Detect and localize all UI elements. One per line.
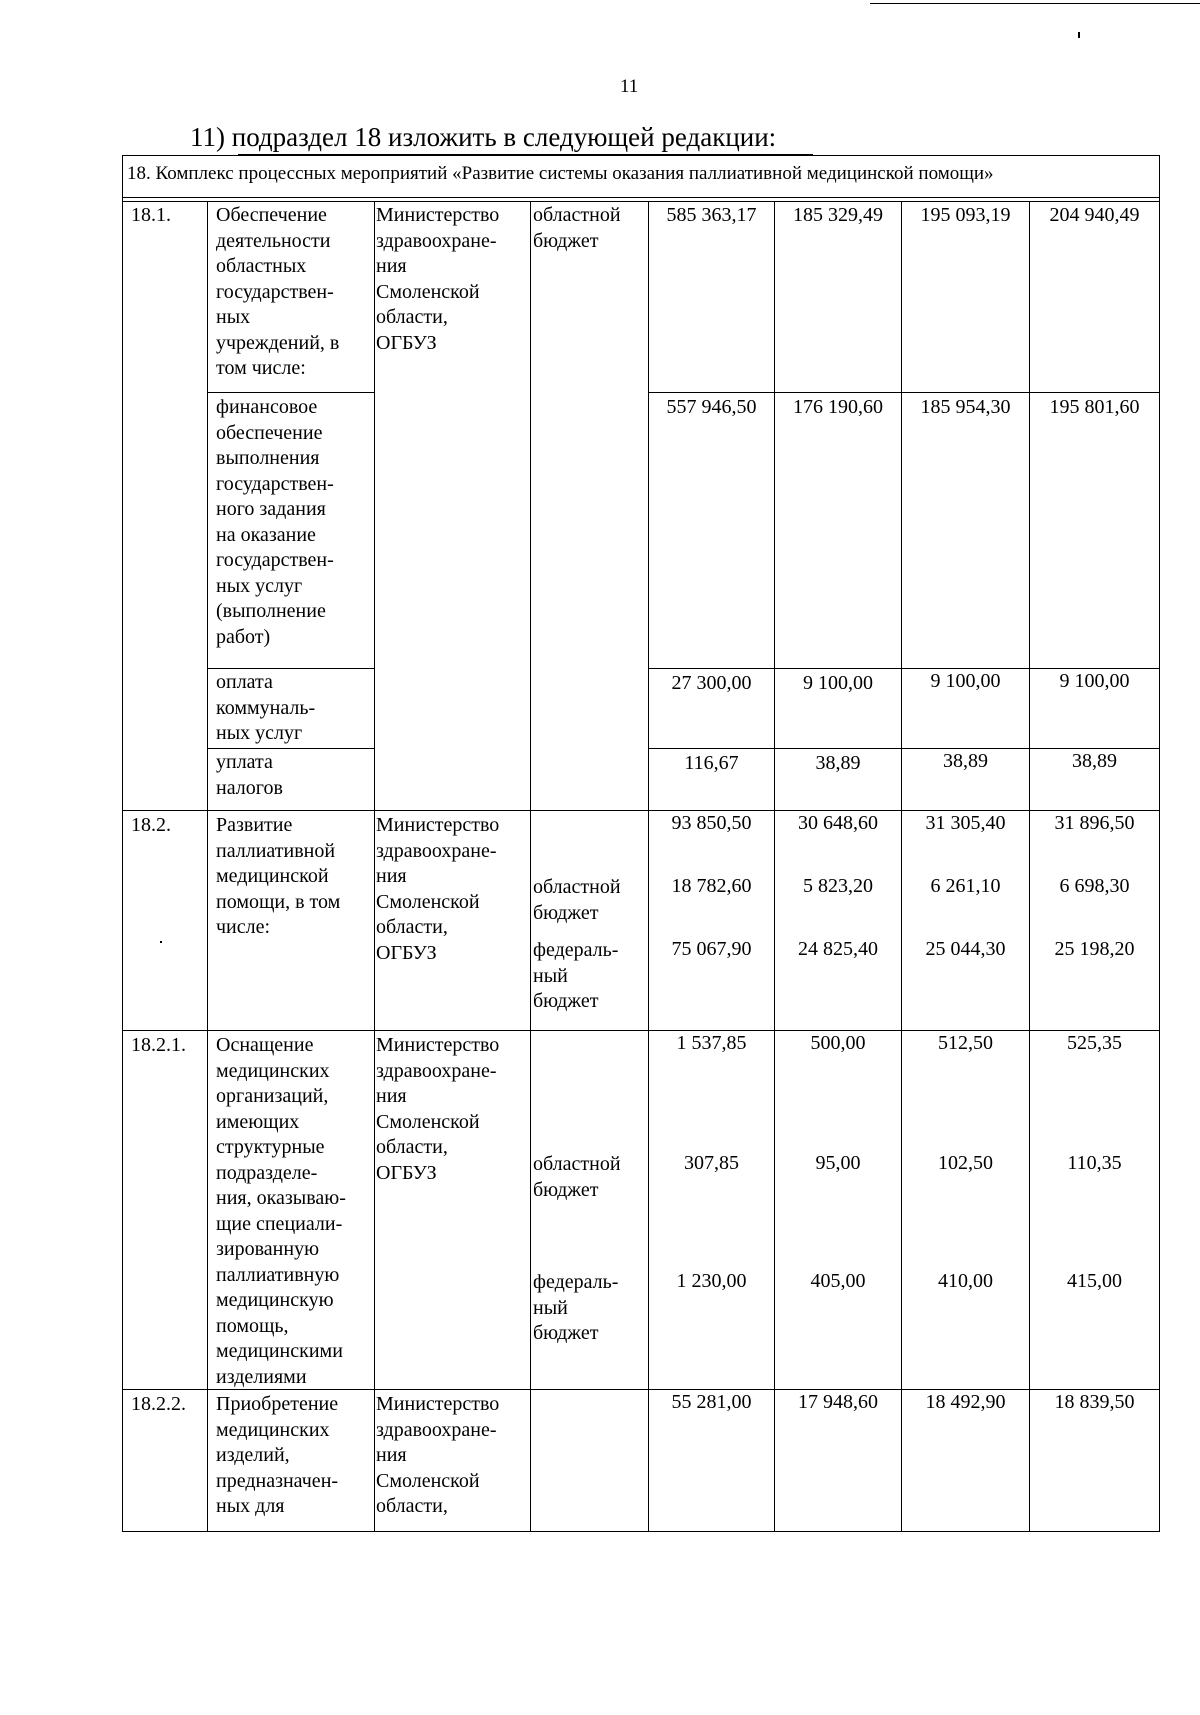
- value-year-2: 512,50: [938, 1032, 993, 1054]
- document-table: [122, 155, 1160, 1532]
- funding-source: областной бюджет: [533, 1153, 621, 1201]
- scan-speck: [1078, 32, 1080, 38]
- value-year-2: 31 305,40: [925, 812, 1006, 834]
- value-total: 116,67: [684, 752, 739, 774]
- value-year-1: 176 190,60: [793, 396, 883, 418]
- value-year-2: 410,00: [938, 1270, 993, 1292]
- funding-source: федераль- ный бюджет: [533, 1271, 619, 1344]
- value-year-2: 195 093,19: [920, 204, 1011, 226]
- row-number: 18.2.2.: [131, 1393, 186, 1415]
- section-title: 18. Комплекс процессных мероприятий «Развитие системы оказания паллиативной медицинской помощи»: [127, 163, 994, 184]
- value-year-3: 525,35: [1067, 1032, 1122, 1054]
- value-total: 1 537,85: [676, 1032, 747, 1054]
- value-year-3: 110,35: [1067, 1152, 1122, 1174]
- row-executor: Министерство здравоохране- ния Смоленской области, ОГБУЗ: [376, 1034, 500, 1184]
- value-year-1: 24 825,40: [798, 938, 878, 960]
- value-total: 75 067,90: [671, 938, 752, 960]
- value-year-1: 17 948,60: [798, 1391, 878, 1413]
- table-top-border: [123, 155, 1159, 156]
- value-year-2: 185 954,30: [920, 396, 1011, 418]
- row-name: Развитие паллиативной медицинской помощи, в том числе:: [216, 814, 341, 938]
- value-year-2: 9 100,00: [930, 670, 1001, 692]
- value-total: 93 850,50: [671, 812, 752, 834]
- table-bottom-border: [123, 1531, 1159, 1532]
- value-year-2: 38,89: [943, 750, 988, 772]
- value-year-2: 18 492,90: [925, 1391, 1006, 1413]
- value-year-2: 25 044,30: [925, 938, 1006, 960]
- value-year-3: 195 801,60: [1049, 396, 1140, 418]
- col-line-2: [374, 201, 375, 1531]
- value-year-3: 9 100,00: [1059, 670, 1130, 692]
- scan-speck: [160, 941, 162, 943]
- col-line-1: [207, 201, 208, 1531]
- row-executor: Министерство здравоохране- ния Смоленской области,: [376, 1393, 500, 1517]
- value-year-1: 38,89: [815, 752, 861, 774]
- value-year-3: 204 940,49: [1049, 204, 1140, 226]
- page-number: 11: [620, 76, 639, 97]
- value-year-3: 25 198,20: [1054, 938, 1135, 960]
- page-heading: 11) подраздел 18 изложить в следующей редакции:: [190, 122, 777, 152]
- row-name: Оснащение медицинских организаций, имеющих структурные подразделе- ния, оказываю- щие специали- зированную паллиативную медицинскую помощь, медицинскими изделиями: [216, 1034, 346, 1388]
- row-name: Приобретение медицинских изделий, предназначен- ных для: [216, 1393, 339, 1517]
- section-title-bottom: [123, 197, 1159, 198]
- row-18-1-sub1-line: [207, 392, 374, 393]
- value-year-3: 18 839,50: [1054, 1391, 1135, 1413]
- funding-source: областной бюджет: [533, 204, 621, 252]
- subrow-name: оплата коммуналь- ных услуг: [216, 671, 316, 744]
- value-total: 557 946,50: [666, 396, 757, 418]
- value-year-3: 415,00: [1067, 1270, 1122, 1292]
- value-total: 55 281,00: [671, 1391, 752, 1413]
- value-year-2: 102,50: [938, 1152, 993, 1174]
- value-year-1: 9 100,00: [803, 672, 873, 694]
- funding-source: областной бюджет: [533, 876, 621, 924]
- value-total: 585 363,17: [666, 204, 757, 226]
- value-year-1: 185 329,49: [793, 204, 883, 226]
- subrow-name: уплата налогов: [216, 751, 283, 799]
- row-18-1-sub3-line: [207, 748, 374, 749]
- value-year-1: 405,00: [810, 1270, 866, 1292]
- row-18-1-sub2-line: [207, 668, 374, 669]
- row-18-1-sub1-line-values: [648, 392, 1159, 393]
- header-bottom: [123, 201, 1159, 202]
- row-executor: Министерство здравоохране- ния Смоленской области, ОГБУЗ: [376, 204, 500, 354]
- value-year-3: 31 896,50: [1054, 812, 1135, 834]
- row-executor: Министерство здравоохране- ния Смоленской области, ОГБУЗ: [376, 814, 500, 964]
- value-year-3: 38,89: [1072, 750, 1117, 772]
- value-year-1: 95,00: [815, 1152, 861, 1174]
- row-number: 18.2.: [131, 814, 171, 836]
- subrow-name: финансовое обеспечение выполнения государствен- ного задания на оказание государствен- ных услуг (выполнение работ): [216, 396, 334, 648]
- value-total: 27 300,00: [671, 672, 752, 694]
- value-total: 1 230,00: [676, 1270, 747, 1292]
- top-scan-edge: [870, 3, 1200, 4]
- row-name: Обеспечение деятельности областных государствен- ных учреждений, в том числе:: [216, 204, 340, 379]
- value-year-1: 30 648,60: [798, 812, 878, 834]
- row-number: 18.2.1.: [131, 1034, 186, 1056]
- funding-source: федераль- ный бюджет: [533, 939, 619, 1012]
- value-total: 18 782,60: [671, 875, 752, 897]
- value-year-3: 6 698,30: [1059, 875, 1130, 897]
- value-year-1: 5 823,20: [803, 875, 873, 897]
- value-total: 307,85: [684, 1152, 739, 1174]
- col-line-3: [530, 201, 531, 1531]
- row-number: 18.1.: [131, 204, 171, 226]
- value-year-2: 6 261,10: [930, 875, 1001, 897]
- value-year-1: 500,00: [810, 1032, 866, 1054]
